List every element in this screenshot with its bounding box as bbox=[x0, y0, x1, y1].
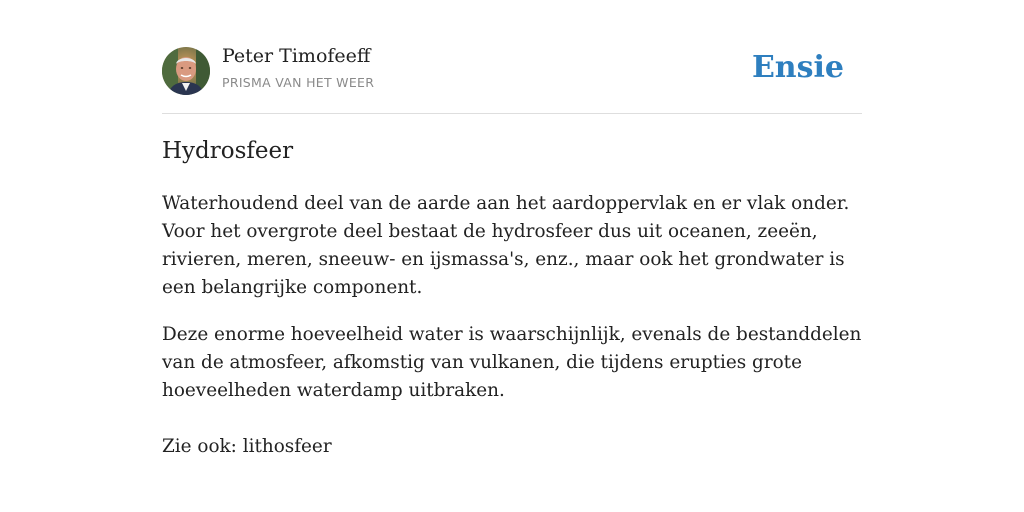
author-subtitle: PRISMA VAN HET WEER bbox=[222, 75, 375, 90]
see-also bbox=[162, 433, 332, 461]
see-also-label: Zie ook: bbox=[162, 436, 243, 457]
avatar-photo-icon bbox=[162, 47, 210, 95]
author-avatar[interactable] bbox=[162, 47, 210, 95]
brand-logo[interactable]: Ensie bbox=[751, 50, 844, 85]
entry-body bbox=[162, 190, 862, 424]
author-name[interactable]: Peter Timofeeff bbox=[222, 45, 371, 67]
entry-header bbox=[162, 0, 862, 114]
entry-paragraph: Deze enorme hoeveelheid water is waarschijnlijk, evenals de bestanddelen van de atmosfeer, afkomstig van vulkanen, die tijdens erupties grote hoeveelheden waterdamp uitbraken. bbox=[162, 324, 862, 401]
entry-paragraph: Waterhoudend deel van de aarde aan het aardoppervlak en er vlak onder. Voor het overgrote deel bestaat de hydrosfeer dus uit oceanen, zeeën, rivieren, meren, sneeuw- en ijsmassa's, enz., maar ook het grondwater is een belangrijke component. bbox=[162, 193, 850, 298]
entry-card bbox=[162, 0, 862, 457]
entry-title: Hydrosfeer bbox=[162, 138, 294, 164]
see-also-link[interactable]: lithosfeer bbox=[242, 436, 332, 457]
